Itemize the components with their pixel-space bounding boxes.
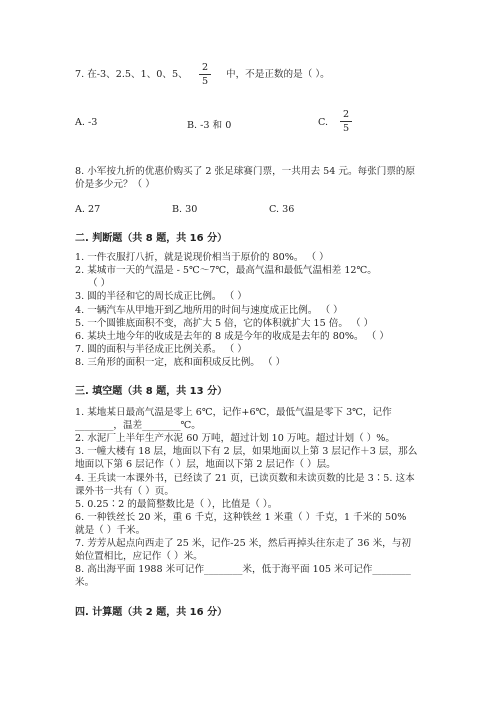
q8-option-a: A. 27: [75, 204, 101, 215]
judge-item-7: 7. 圆的面积与半径成正比例关系。 （ ）: [75, 344, 247, 355]
fill-item-6-line-2: 就是（ ）千米。: [75, 525, 146, 536]
judge-item-2: 2. 某城市一天的气温是 - 5℃～7℃，最高气温和最低气温相差 12℃。: [75, 265, 377, 276]
fill-item-5: 5. 0.25∶2 的最简整数比是（ ），比值是（ ）。: [75, 499, 278, 510]
fill-item-1-line-2: ________，温差________℃。: [75, 420, 201, 431]
q7-stem-tail: 中，不是正数的是（ ）。: [226, 69, 330, 80]
fill-item-4-line-2: 课外书一共有（ ）页。: [75, 486, 174, 497]
q7-fraction-numerator: 2: [201, 62, 209, 73]
judge-item-4: 4. 一辆汽车从甲地开到乙地所用的时间与速度成正比例。 （ ）: [75, 305, 343, 316]
fill-item-7-line-2: 始位置相比，应记作（ ）米。: [75, 551, 203, 562]
judge-item-6: 6. 某块土地今年的收成是去年的 8 成是今年的收成是去年的 80%。 （ ）: [75, 331, 389, 342]
fill-item-2: 2. 水泥厂上半年生产水泥 60 万吨，超过计划 10 万吨。超过计划（ ）%。: [75, 433, 396, 444]
section-4-title: 四. 计算题（共 2 题，共 16 分）: [75, 607, 228, 618]
q7-option-a: A. -3: [75, 117, 98, 128]
q7-option-c: C.: [318, 117, 329, 128]
judge-item-3: 3. 圆的半径和它的周长成正比例。 （ ）: [75, 291, 247, 302]
fill-item-7-line-1: 7. 芳芳从起点向西走了 25 米，记作-25 米，然后再掉头往东走了 36 米，与初: [75, 538, 411, 549]
section-2-title: 二. 判断题（共 8 题，共 16 分）: [75, 233, 228, 244]
fill-item-8-line-1: 8. 高出海平面 1988 米可记作________米，低于海平面 105 米可记作________: [75, 564, 411, 575]
q7-fraction-denominator: 5: [201, 76, 209, 87]
fraction-bar: [340, 121, 352, 122]
fill-item-6-line-1: 6. 一种铁丝长 20 米，重 6 千克，这种铁丝 1 米重（ ）千克，1 千米的 50%: [75, 512, 407, 523]
fill-item-3-line-1: 3. 一幢大楼有 18 层，地面以下有 2 层，如果地面以上第 3 层记作＋3 层，那么: [75, 446, 418, 457]
q7-option-b: B. -3 和 0: [187, 120, 232, 131]
fraction-bar: [199, 74, 211, 75]
judge-item-2-bracket: （ ）: [88, 278, 111, 289]
q7-fraction: [199, 62, 211, 87]
q7-option-c-fraction: [340, 109, 352, 134]
q7-option-c-denominator: 5: [342, 123, 350, 134]
fill-item-8-line-2: 米。: [75, 577, 95, 588]
fill-item-4-line-1: 4. 王兵读一本课外书，已经读了 21 页，已读页数和未读页数的比是 3∶5. 这本: [75, 473, 415, 484]
q7-option-c-numerator: 2: [342, 109, 350, 120]
q8-option-b: B. 30: [172, 204, 198, 215]
q8-option-c: C. 36: [269, 204, 295, 215]
fill-item-3-line-2: 地面以下第 6 层记作（ ）层，地面以下第 2 层记作（ ）层。: [75, 459, 336, 470]
q8-line-1: 8. 小军按九折的优惠价购买了 2 张足球赛门票，一共用去 54 元。每张门票的原: [75, 166, 416, 177]
judge-item-1: 1. 一件衣服打八折，就是说现价相当于原价的 80%。 （ ）: [75, 252, 329, 263]
judge-item-8: 8. 三角形的面积一定，底和面积成反比例。 （ ）: [75, 357, 286, 368]
q7-stem: 7. 在-3、2.5、1、0、5、: [75, 69, 188, 80]
q8-line-2: 价是多少元？（ ）: [75, 179, 155, 190]
judge-item-5: 5. 一个圆锥底面积不变，高扩大 5 倍，它的体积就扩大 15 倍。 （ ）: [75, 318, 374, 329]
section-3-title: 三. 填空题（共 8 题，共 13 分）: [75, 386, 228, 397]
fill-item-1-line-1: 1. 某地某日最高气温是零上 6℃，记作+6℃，最低气温是零下 3℃，记作: [75, 407, 392, 418]
